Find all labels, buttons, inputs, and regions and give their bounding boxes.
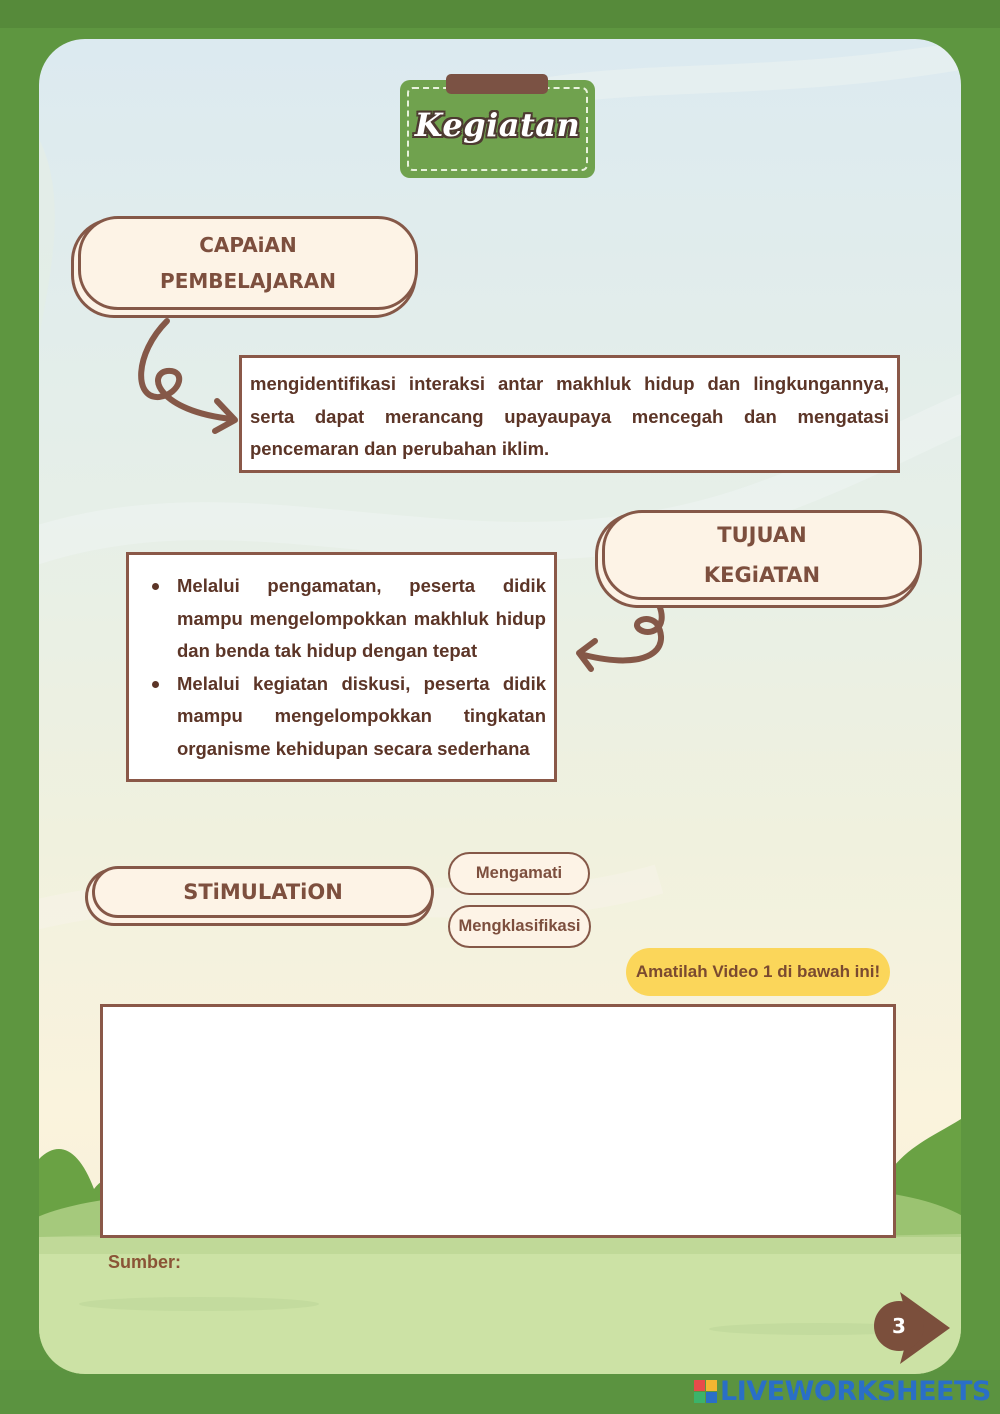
capaian-label-line1: CAPAiAN — [199, 233, 297, 257]
liveworksheets-logo — [694, 1374, 991, 1408]
tujuan-label-line1: TUJUAN — [717, 523, 807, 547]
tujuan-label-line2: KEGiATAN — [703, 563, 821, 587]
title-tag — [400, 80, 595, 178]
page-title: Kegiatan — [414, 106, 581, 144]
capaian-text-box — [239, 355, 900, 473]
video-instruction: Amatilah Video 1 di bawah ini! — [626, 948, 890, 996]
page-number: 3 — [874, 1301, 924, 1351]
capaian-label — [78, 216, 418, 310]
liveworksheets-watermark: LIVEWORKSHEETS — [720, 1375, 991, 1407]
capaian-label-line2: PEMBELAJARAN — [160, 269, 336, 293]
tujuan-list — [139, 570, 546, 765]
tujuan-item: Melalui pengamatan, peserta didik mampu mengelompokkan makhluk hidup dan benda tak hidup dengan tepat — [139, 570, 546, 668]
tujuan-item: Melalui kegiatan diskusi, peserta didik mampu mengelompokkan tingkatan organisme kehidupan secara sederhana — [139, 668, 546, 766]
tujuan-list-box — [126, 552, 557, 782]
capaian-text: mengidentifikasi interaksi antar makhluk hidup dan lingkungannya, serta dapat merancang upayaupaya mencegah dan mengatasi pencemaran dan perubahan iklim. — [250, 373, 889, 459]
tag-mengamati: Mengamati — [448, 852, 590, 895]
liveworksheets-logo-icon — [694, 1380, 717, 1403]
stimulation-label: STiMULATiON — [92, 866, 434, 918]
title-tag-clip — [446, 74, 548, 94]
video-embed-area[interactable] — [100, 1004, 896, 1238]
source-label: Sumber: — [108, 1252, 182, 1272]
tujuan-label — [602, 510, 922, 600]
tag-mengklasifikasi: Mengklasifikasi — [448, 905, 591, 948]
